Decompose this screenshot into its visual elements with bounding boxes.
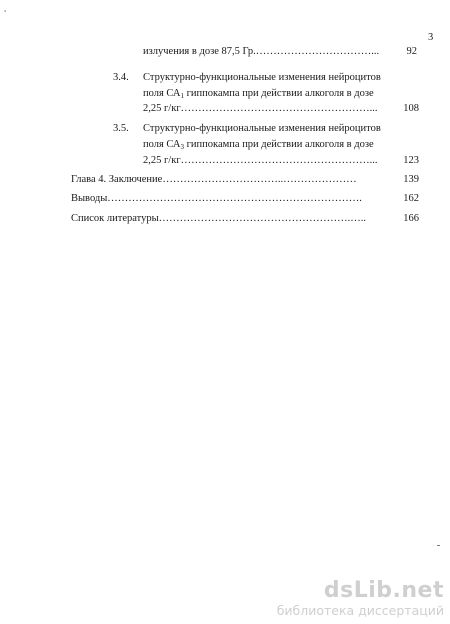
toc-item-35-line3: 2,25 г/кг………………………………………………... — [143, 155, 378, 166]
page-number: 3 — [428, 32, 434, 43]
watermark-subtitle: библиотека диссертаций — [276, 603, 444, 618]
toc-cont-page: 92 — [406, 46, 417, 57]
toc-item-34-page: 108 — [403, 103, 419, 114]
toc-references-page: 166 — [403, 213, 419, 224]
toc-chapter-4: Глава 4. Заключение……………………………..………………… — [71, 174, 357, 185]
toc-cont-line: излучения в дозе 87,5 Гр.……………………………... — [143, 46, 380, 57]
watermark — [268, 580, 444, 618]
toc-item-34-line2: поля $СА_1$ гиппокампа при действии алкоголя в дозе — [143, 88, 374, 100]
toc-chapter-4-page: 139 — [403, 174, 419, 185]
watermark-logo: dsLib.net — [323, 578, 444, 603]
toc-item-34-line1: Структурно-функциональные изменения нейроцитов — [143, 72, 381, 83]
toc-references: Список литературы……………………………………………….….. — [71, 213, 367, 224]
toc-item-34-number: 3.4. — [113, 72, 129, 83]
toc-item-35-page: 123 — [403, 155, 419, 166]
scan-mark — [437, 545, 440, 546]
toc-conclusions: Выводы………………………………………………………………. — [71, 193, 362, 204]
toc-item-35-number: 3.5. — [113, 123, 129, 134]
toc-item-35-line1: Структурно-функциональные изменения нейроцитов — [143, 123, 381, 134]
toc-item-34-line3: 2,25 г/кг………………………………………………... — [143, 103, 378, 114]
toc-conclusions-page: 162 — [403, 193, 419, 204]
corner-mark: ' — [4, 9, 7, 18]
toc-item-35-line2: поля $СА_3$ гиппокампа при действии алкоголя в дозе — [143, 139, 374, 151]
